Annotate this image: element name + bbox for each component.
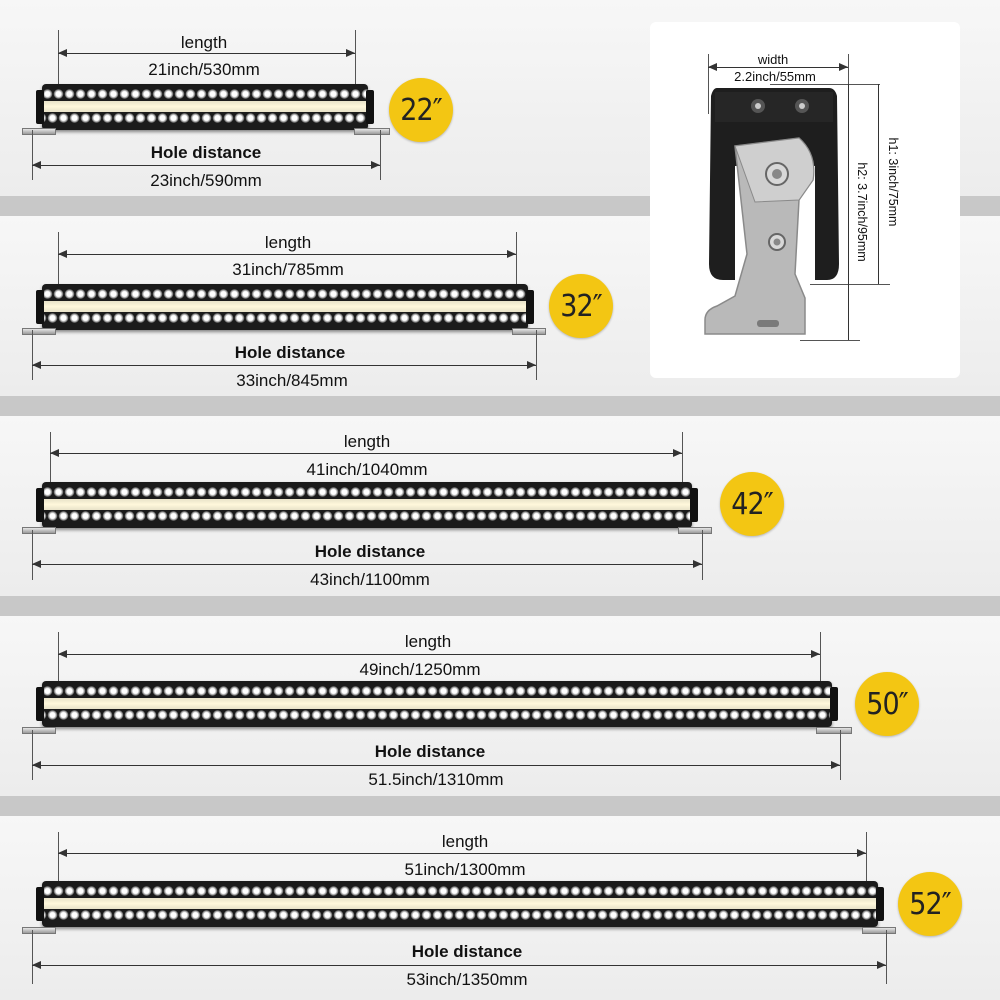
light-bar-image (42, 482, 692, 528)
end-cap-left (36, 488, 44, 522)
length-tick-right (355, 30, 356, 90)
mount-foot-left (22, 328, 56, 335)
length-label: length (441, 832, 489, 851)
end-cap-right (690, 488, 698, 522)
length-value: 31inch/785mm (232, 260, 344, 279)
end-cap-left (36, 887, 44, 921)
h-ticks (770, 84, 880, 85)
mount-foot-right (816, 727, 852, 734)
light-bar-image (42, 84, 368, 130)
length-tick-left (58, 30, 59, 90)
bracket-width-label: width (757, 52, 789, 67)
light-bar-image (42, 284, 528, 330)
length-label: length (264, 233, 312, 252)
hole-distance-label: Hole distance (374, 742, 486, 761)
size-badge: 32″ (549, 274, 613, 338)
size-badge: 42″ (720, 472, 784, 536)
length-value: 41inch/1040mm (306, 460, 428, 479)
size-badge: 22″ (389, 78, 453, 142)
end-cap-left (36, 90, 44, 124)
length-value: 51inch/1300mm (404, 860, 526, 879)
hole-distance-value: 51.5inch/1310mm (368, 770, 504, 789)
mount-foot-left (22, 128, 56, 135)
h2-bottom-tick (800, 340, 860, 341)
hole-distance-label: Hole distance (234, 343, 346, 362)
end-cap-right (830, 687, 838, 721)
bracket-detail-panel (650, 22, 960, 378)
light-bar-image (42, 681, 832, 727)
hole-tick-right (702, 530, 703, 580)
hole-dimension-line (32, 365, 536, 366)
mount-foot-right (512, 328, 546, 335)
hole-distance-value: 43inch/1100mm (310, 570, 430, 589)
end-cap-right (366, 90, 374, 124)
length-value: 49inch/1250mm (359, 660, 481, 679)
mount-foot-left (22, 927, 56, 934)
hole-distance-value: 23inch/590mm (150, 171, 262, 190)
hole-tick-right (380, 130, 381, 180)
h1-dimension-line (878, 84, 879, 284)
hole-dimension-line (32, 564, 702, 565)
length-dimension-line (58, 53, 355, 54)
hole-distance-value: 53inch/1350mm (406, 970, 528, 989)
h2-value: h2: 3.7inch/95mm (855, 162, 869, 262)
mount-foot-right (862, 927, 896, 934)
mount-foot-left (22, 727, 56, 734)
mount-foot-right (678, 527, 712, 534)
hole-dimension-line (32, 765, 840, 766)
hole-distance-value: 33inch/845mm (236, 371, 348, 390)
end-cap-left (36, 290, 44, 324)
length-tick-right (516, 232, 517, 290)
divider (0, 396, 1000, 416)
size-badge: 50″ (855, 672, 919, 736)
hole-dimension-line (32, 165, 380, 166)
hole-tick-left (32, 730, 33, 780)
divider (0, 796, 1000, 816)
end-cap-right (876, 887, 884, 921)
length-value: 21inch/530mm (148, 60, 260, 79)
mount-foot-right (354, 128, 390, 135)
divider (0, 596, 1000, 616)
light-bar-image (42, 881, 878, 927)
bracket-width-line (708, 67, 848, 68)
hole-distance-label: Hole distance (411, 942, 523, 961)
length-dimension-line (58, 654, 820, 655)
length-dimension-line (50, 453, 682, 454)
bracket-width-value: 2.2inch/55mm (734, 69, 816, 84)
length-label: length (404, 632, 452, 651)
hole-tick-left (32, 530, 33, 580)
size-badge: 52″ (898, 872, 962, 936)
hole-tick-left (32, 130, 33, 180)
h1-value: h1: 3inch/75mm (886, 137, 900, 227)
end-cap-left (36, 687, 44, 721)
mount-foot-left (22, 527, 56, 534)
hole-dimension-line (32, 965, 886, 966)
length-tick-left (58, 232, 59, 290)
hole-tick-left (32, 330, 33, 380)
hole-distance-label: Hole distance (150, 143, 262, 162)
length-label: length (180, 33, 228, 52)
length-dimension-line (58, 254, 516, 255)
hole-tick-right (886, 930, 887, 984)
hole-tick-left (32, 930, 33, 984)
length-dimension-line (58, 853, 866, 854)
hole-tick-right (536, 330, 537, 380)
hole-tick-right (840, 730, 841, 780)
hole-distance-label: Hole distance (314, 542, 426, 561)
h1-bottom-tick (810, 284, 890, 285)
bracket-image (695, 84, 855, 344)
length-label: length (343, 432, 391, 451)
end-cap-right (526, 290, 534, 324)
h2-dimension-line (848, 84, 849, 340)
